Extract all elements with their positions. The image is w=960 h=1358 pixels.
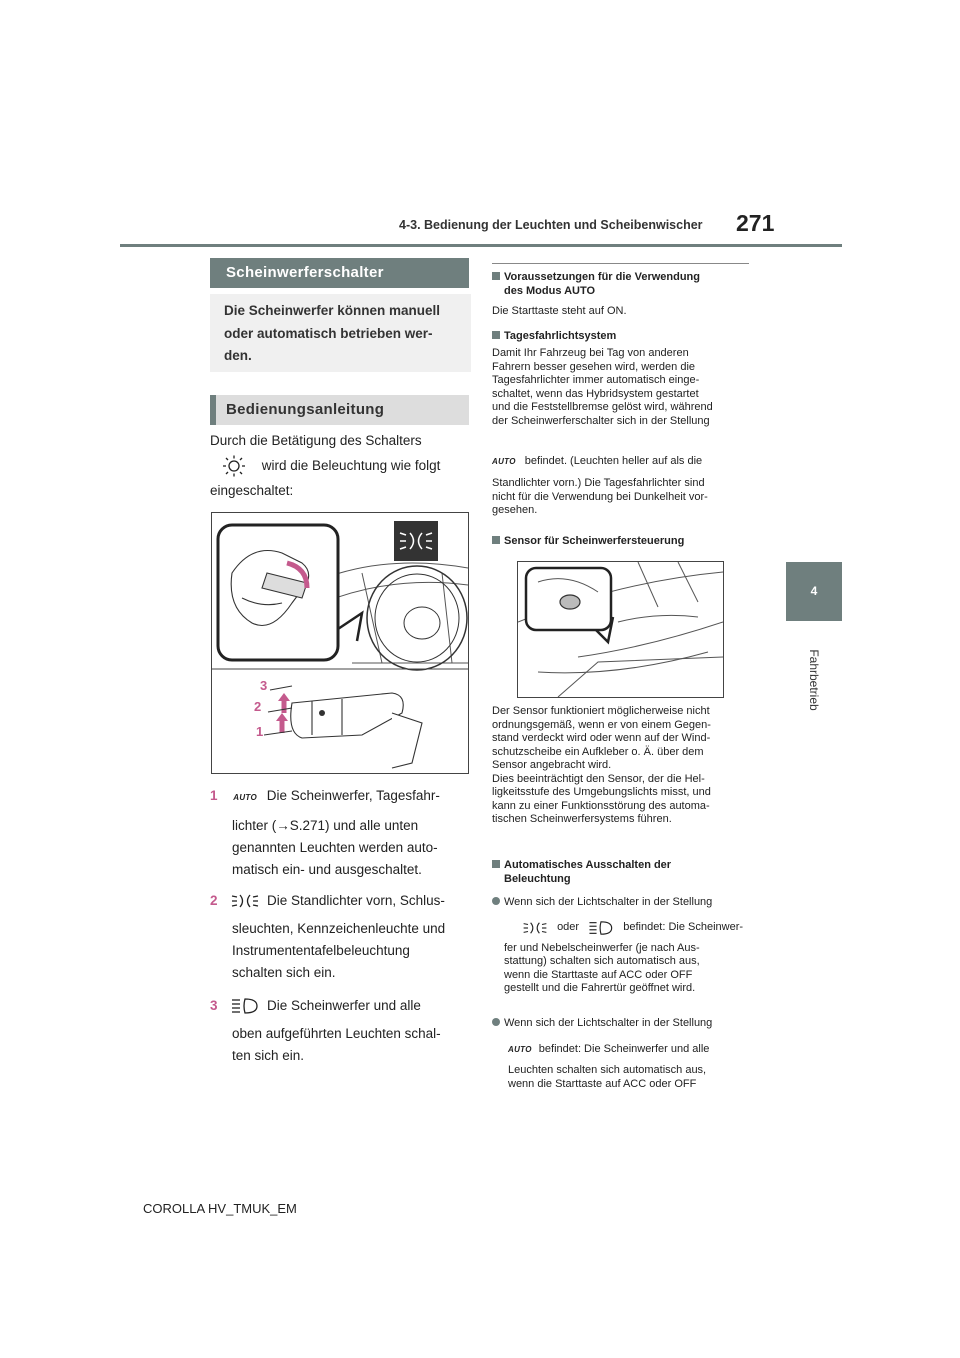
condition-text: Die Starttaste steht auf ON.	[492, 305, 627, 317]
auto-icon: AUTO	[508, 1044, 532, 1054]
text-line: schaltet, wenn das Hybridsystem gestartet	[492, 387, 699, 400]
lead-line-3: eingeschaltet:	[210, 483, 294, 498]
sensor-illustration	[518, 562, 723, 697]
chapter-title: 4-3. Bedienung der Leuchten und Scheibenwischer	[399, 218, 703, 232]
square-bullet-icon	[492, 272, 500, 280]
page-number: 271	[736, 210, 775, 236]
text-line: Wenn sich der Lichtschalter in der Stellung	[504, 896, 713, 908]
item-line: genannten Leuchten werden auto-	[232, 840, 438, 855]
text-line: schutzscheibe ein Aufkleber o. Ä. über dem	[492, 745, 704, 758]
subsection-title-bar	[210, 395, 469, 425]
column-rule	[492, 263, 749, 264]
text-line: und die Feststellbremse gelöst wird, während	[492, 401, 713, 413]
parking-lights-icon	[231, 893, 259, 909]
text-line: gesehen.	[492, 504, 538, 516]
drl-text-c	[492, 477, 750, 518]
auto-icon: AUTO	[233, 793, 258, 802]
text-line: Fahrern besser gesehen wird, werden die	[492, 360, 696, 373]
heading-line: Sensor für Scheinwerfersteuerung	[504, 535, 685, 547]
square-bullet-icon	[492, 536, 500, 544]
figure-label-2: 2	[254, 699, 262, 714]
text-line: Standlichter vorn.) Die Tagesfahrlichter sind	[492, 477, 705, 489]
text-line: kann zu einer Funktionsstörung des automa-	[492, 799, 710, 812]
heading-line: Automatisches Ausschalten der	[504, 859, 672, 871]
item-line: matisch ein- und ausgeschaltet.	[232, 862, 422, 877]
text-line: Sensor angebracht wird.	[492, 759, 612, 771]
lead-line: Durch die Betätigung des Schalters	[210, 433, 422, 448]
item-first-line: Die Standlichter vorn, Schlus-	[267, 893, 445, 908]
list-item	[210, 995, 470, 1067]
auto-off-heading	[492, 858, 750, 886]
list-item	[210, 785, 470, 881]
text-line: Der Sensor funktioniert möglicherweise nicht	[492, 705, 710, 717]
text-line: tischen Scheinwerfersystems führen.	[492, 813, 672, 825]
list-item	[210, 890, 470, 984]
sensor-text	[492, 705, 750, 827]
text-line: Tagesfahrlichter immer automatisch einge-	[492, 374, 700, 386]
intro-line: den.	[224, 348, 252, 363]
headlight-switch-illustration	[212, 513, 468, 773]
item-line: sleuchten, Kennzeichenleuchte und	[232, 921, 446, 936]
item-line: ten sich ein.	[232, 1048, 305, 1063]
light-symbol-icon	[222, 455, 246, 477]
condition-heading	[492, 270, 750, 298]
item-line: schalten sich ein.	[232, 965, 336, 980]
item-number: 2	[210, 893, 218, 908]
headlight-switch-figure	[211, 512, 469, 774]
text-line: ligkeitsstufe des Umgebungslichts misst, und	[492, 786, 711, 798]
headlight-icon	[588, 920, 614, 936]
section-title: Scheinwerferschalter	[226, 264, 384, 281]
text-fragment: befindet: Die Scheinwerfer und alle	[538, 1042, 710, 1055]
parking-lights-icon	[522, 921, 548, 935]
text-line: ordnungsgemäß, wenn er von einem Gegen-	[492, 718, 711, 731]
lead-line-2	[222, 455, 472, 477]
auto-icon: AUTO	[492, 457, 516, 466]
chapter-tab-label: Fahrbetrieb	[807, 649, 821, 711]
text-fragment: befindet: Die Scheinwer-	[623, 921, 744, 934]
item-first-line: Die Scheinwerfer und alle	[267, 998, 421, 1013]
headlight-icon	[231, 997, 259, 1015]
text-line: Wenn sich der Lichtschalter in der Stellung	[504, 1017, 713, 1029]
text-fragment: oder	[557, 921, 580, 934]
text-line: befindet. (Leuchten heller auf als die	[524, 455, 703, 467]
section-title-bar	[210, 258, 469, 288]
item-number: 3	[210, 998, 218, 1013]
round-bullet-icon	[492, 897, 500, 905]
chapter-tab: 4	[786, 562, 842, 621]
sensor-heading	[492, 534, 750, 548]
subsection-title: Bedienungsanleitung	[226, 401, 385, 418]
header-rule	[120, 244, 842, 247]
text-line: der Scheinwerferschalter sich in der Stellung	[492, 414, 710, 427]
text-line: wenn die Starttaste auf ACC oder OFF	[504, 968, 693, 981]
figure-label-1: 1	[256, 724, 264, 739]
item-first-line: Die Scheinwerfer, Tagesfahr-	[266, 788, 440, 803]
lead-text: wird die Beleuchtung wie folgt	[261, 458, 441, 473]
bullet-icon-line	[508, 1043, 750, 1057]
item-line: oben aufgeführten Leuchten schal-	[232, 1026, 441, 1041]
heading-line: Beleuchtung	[504, 873, 571, 885]
sensor-figure	[517, 561, 724, 698]
auto-off-bullet-2	[492, 1017, 750, 1091]
figure-label-3: 3	[260, 678, 268, 693]
intro-line: Die Scheinwerfer können manuell	[224, 303, 441, 318]
chapter-tab-label-wrap	[774, 640, 854, 720]
footer-model: COROLLA HV_TMUK_EM	[143, 1201, 297, 1216]
heading-line: Tagesfahrlichtsystem	[504, 330, 617, 342]
intro-line: oder automatisch betrieben wer-	[224, 325, 433, 341]
drl-text	[492, 347, 750, 428]
item-number: 1	[210, 788, 218, 803]
text-line: fer und Nebelscheinwerfer (je nach Aus-	[504, 941, 700, 954]
text-line: Damit Ihr Fahrzeug bei Tag von anderen	[492, 347, 689, 359]
intro-box	[210, 294, 471, 372]
text-line: Leuchten schalten sich automatisch aus,	[508, 1064, 707, 1076]
text-line: Dies beeinträchtigt den Sensor, der die Hel-	[492, 772, 705, 785]
auto-off-bullet-1	[492, 896, 750, 996]
text-line: stattung) schalten sich automatisch aus,	[504, 955, 700, 967]
text-line: nicht für die Verwendung bei Dunkelheit vor-	[492, 490, 708, 503]
text-line: wenn die Starttaste auf ACC oder OFF	[508, 1077, 697, 1090]
item-line: lichter (→S.271) und alle unten	[232, 818, 419, 833]
drl-heading	[492, 329, 750, 343]
heading-line: des Modus AUTO	[504, 285, 596, 297]
bullet-icon-line	[522, 920, 750, 936]
square-bullet-icon	[492, 331, 500, 339]
text-line: gestellt und die Fahrertür geöffnet wird.	[504, 982, 696, 994]
drl-text-b	[492, 455, 750, 469]
heading-line: Voraussetzungen für die Verwendung	[504, 271, 700, 283]
round-bullet-icon	[492, 1018, 500, 1026]
square-bullet-icon	[492, 860, 500, 868]
item-line: Instrumententafelbeleuchtung	[232, 943, 410, 958]
text-line: stand verdeckt wird oder wenn auf der Wind-	[492, 732, 711, 744]
